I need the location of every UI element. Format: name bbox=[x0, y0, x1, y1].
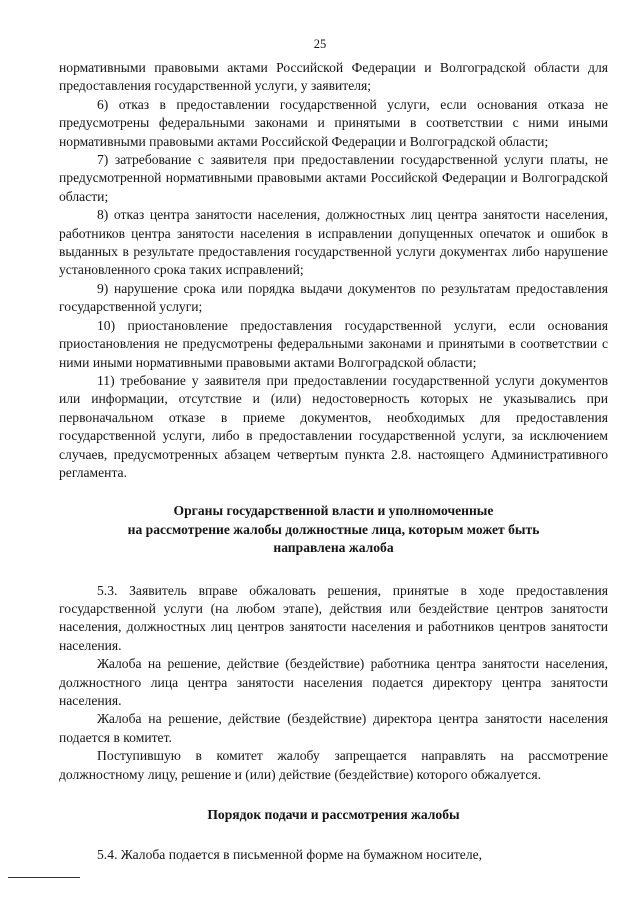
paragraph-5-4: 5.4. Жалоба подается в письменной форме на бумажном носителе, bbox=[97, 847, 483, 863]
section-heading-authorities bbox=[59, 502, 608, 557]
paragraph-item-9: 9) нарушение срока или порядка выдачи документов по результатам предоставления государственной услуги; bbox=[59, 280, 608, 315]
paragraph-5-3-b: Жалоба на решение, действие (бездействие) директора центра занятости населения подается в комитет. bbox=[59, 711, 608, 745]
paragraph-5-3-a: Жалоба на решение, действие (бездействие) работника центра занятости населения, должностного лица центра занятости населения подается директору центра занятости населения. bbox=[59, 656, 608, 708]
paragraph-item-7: 7) затребование с заявителя при предоставлении государственной услуги платы, не предусмотренной нормативными правовыми актами Российской Федерации и Волгоградской области; bbox=[59, 152, 608, 204]
section-heading-procedure bbox=[59, 806, 608, 824]
paragraph-item-6: 6) отказ в предоставлении государственной услуги, если основания отказа не предусмотрены федеральными законами и принятыми в соответствии с ними иными нормативными правовыми актами Российской Федерации и Волгоградской области; bbox=[59, 96, 608, 149]
heading-line: Органы государственной власти и уполномоченные bbox=[173, 503, 494, 519]
footnote-separator bbox=[8, 877, 80, 878]
paragraph-item-11: 11) требование у заявителя при предоставлении государственной услуги документов или информации, отсутствие и (или) недостоверность которых не указывались при первоначальном отказе в приеме документов, необходимых для предоставления государственной услуги, либо в предоставлении государственной услуги, за исключением случаев, предусмотренных абзацем четвертым пункта 2.8. настоящего Административного регламента. bbox=[59, 372, 608, 480]
paragraph-item-8: 8) отказ центра занятости населения, должностных лиц центра занятости населения, работников центра занятости населения в исправлении допущенных опечаток и ошибок в выданных в результате предоставления государственной услуги документах либо нарушение установленного срока таких исправлений; bbox=[59, 207, 608, 278]
paragraph-item-10: 10) приостановление предоставления государственной услуги, если основания приостановления не предусмотрены федеральными законами и принятыми в соответствии с ними иными нормативными правовыми актами Волгоградской области; bbox=[59, 317, 608, 370]
paragraph-5-3: 5.3. Заявитель вправе обжаловать решения, принятые в ходе предоставления государственной услуги (на любом этапе), действия или бездействие центров занятости населения, должностных лиц центров занятости населения и работников центров занятости населения. bbox=[59, 582, 608, 653]
page-number: 25 bbox=[313, 37, 327, 51]
heading-line: на рассмотрение жалобы должностные лица, которым может быть bbox=[127, 521, 540, 537]
heading-line: Порядок подачи и рассмотрения жалобы bbox=[207, 807, 460, 823]
heading-line: направлена жалоба bbox=[273, 540, 394, 556]
document-body bbox=[59, 59, 608, 865]
paragraph-5-3-c: Поступившую в комитет жалобу запрещается направлять на рассмотрение должностному лицу, решение и (или) действие (бездействие) которого обжалуется. bbox=[59, 748, 608, 782]
paragraph-continuation: нормативными правовыми актами Российской Федерации и Волгоградской области для предоставления государственной услуги, у заявителя; bbox=[59, 60, 608, 94]
